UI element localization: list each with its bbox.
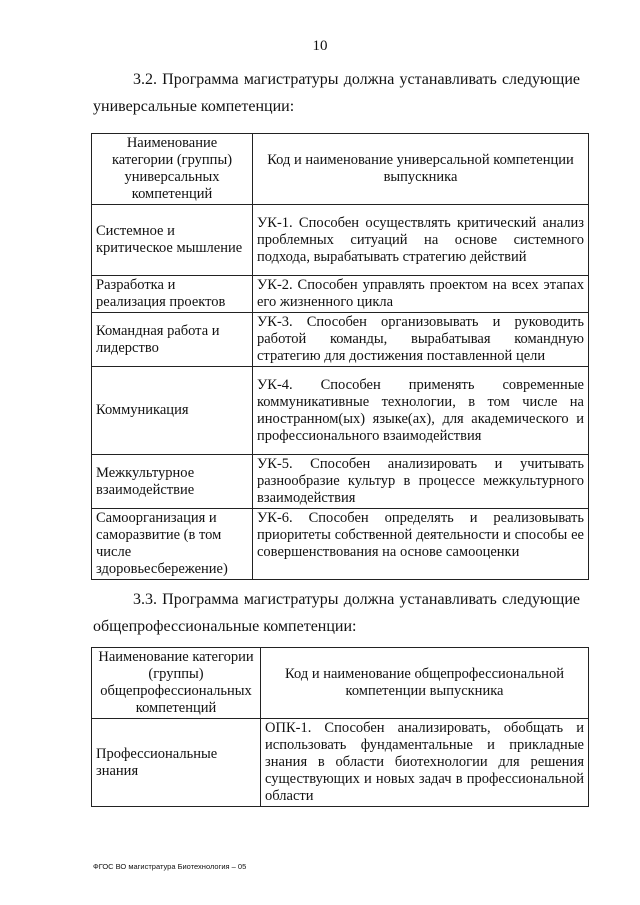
row-category: Межкультурное взаимодействие xyxy=(92,455,253,509)
table-row xyxy=(92,367,589,455)
header-competence: Код и наименование универсальной компетенции выпускника xyxy=(253,134,589,205)
table-row xyxy=(92,455,589,509)
universal-competencies-table xyxy=(91,133,589,580)
general-professional-competencies-table xyxy=(91,647,589,807)
row-category: Коммуникация xyxy=(92,367,253,455)
header-competence: Код и наименование общепрофессиональной компетенции выпускника xyxy=(261,648,589,719)
row-competence: УК-6. Способен определять и реализовывать приоритеты собственной деятельности и способы ее совершенствования на основе самооценки xyxy=(253,509,589,580)
row-category: Командная работа и лидерство xyxy=(92,313,253,367)
table-row xyxy=(92,276,589,313)
row-competence: УК-3. Способен организовывать и руководить работой команды, вырабатывая командную стратегию для достижения поставленной цели xyxy=(253,313,589,367)
table-header-row xyxy=(92,648,589,719)
table-header-row xyxy=(92,134,589,205)
row-category: Системное и критическое мышление xyxy=(92,205,253,276)
page-number: 10 xyxy=(312,38,328,54)
header-category: Наименование категории (группы) универсальных компетенций xyxy=(92,134,253,205)
row-competence: УК-5. Способен анализировать и учитывать разнообразие культур в процессе межкультурного взаимодействия xyxy=(253,455,589,509)
row-competence: УК-1. Способен осуществлять критический анализ проблемных ситуаций на основе системного подхода, вырабатывать стратегию действий xyxy=(253,205,589,276)
footer-text: ФГОС ВО магистратура Биотехнология – 05 xyxy=(93,862,247,871)
row-competence: УК-2. Способен управлять проектом на всех этапах его жизненного цикла xyxy=(253,276,589,313)
table-row xyxy=(92,313,589,367)
table-row xyxy=(92,509,589,580)
row-competence: УК-4. Способен применять современные коммуникативные технологии, в том числе на иностранном(ых) языке(ах), для академического и профессионального взаимодействия xyxy=(253,367,589,455)
row-category: Профессиональные знания xyxy=(92,719,261,807)
section-3-3-intro: 3.3. Программа магистратуры должна устанавливать следующие общепрофессиональные компетенции: xyxy=(93,591,580,635)
table-row xyxy=(92,719,589,807)
section-3-2-intro: 3.2. Программа магистратуры должна устанавливать следующие универсальные компетенции: xyxy=(93,71,580,115)
row-category: Самоорганизация и саморазвитие (в том числе здоровьесбережение) xyxy=(92,509,253,580)
header-category: Наименование категории (группы) общепрофессиональных компетенций xyxy=(92,648,261,719)
table-row xyxy=(92,205,589,276)
row-competence: ОПК-1. Способен анализировать, обобщать и использовать фундаментальные и прикладные знания в области биотехнологии для решения существующих и новых задач в профессиональной области xyxy=(261,719,589,807)
row-category: Разработка и реализация проектов xyxy=(92,276,253,313)
